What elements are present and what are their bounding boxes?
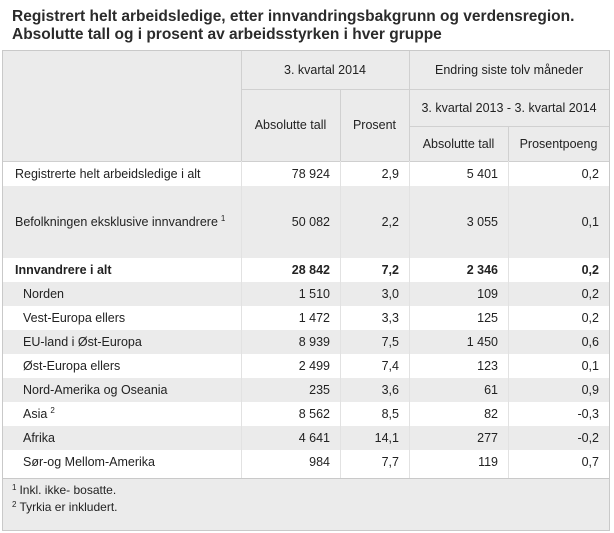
header-change-period: 3. kvartal 2013 - 3. kvartal 2014 — [421, 100, 597, 115]
row-pct: 7,2 — [381, 263, 399, 277]
row-abs: 8 939 — [298, 335, 330, 349]
row-label: Vest-Europa ellers — [23, 311, 126, 325]
row-abs: 78 924 — [291, 167, 330, 181]
row-label: Befolkningen eksklusive innvandrere 1 — [15, 213, 226, 229]
row-chg-abs: 123 — [477, 359, 498, 373]
table-row — [3, 258, 609, 282]
header-period: 3. kvartal 2014 — [284, 63, 366, 77]
row-chg-abs: 82 — [484, 407, 498, 421]
row-label: Afrika — [23, 431, 55, 445]
row-pct: 2,9 — [381, 167, 399, 181]
row-chg-abs: 109 — [477, 287, 498, 301]
title-line-2: Absolutte tall og i prosent av arbeidsstyrken i hver gruppe — [12, 26, 442, 43]
table-row — [3, 282, 609, 306]
row-abs: 984 — [309, 455, 330, 469]
table-title — [12, 8, 608, 44]
table-row — [3, 426, 609, 450]
row-label: EU-land i Øst-Europa — [23, 335, 142, 349]
row-chg-pp: 0,1 — [581, 215, 599, 229]
row-chg-abs: 125 — [477, 311, 498, 325]
row-chg-pp: 0,2 — [581, 263, 599, 277]
row-chg-pp: 0,7 — [581, 455, 599, 469]
row-pct: 14,1 — [374, 431, 399, 445]
row-abs: 28 842 — [291, 263, 330, 277]
table-row — [3, 306, 609, 330]
row-chg-abs: 61 — [484, 383, 498, 397]
row-pct: 3,6 — [381, 383, 399, 397]
row-pct: 7,7 — [381, 455, 399, 469]
spacer-row — [3, 186, 609, 210]
row-label: Øst-Europa ellers — [23, 359, 121, 373]
table-row — [3, 330, 609, 354]
row-chg-pp: 0,2 — [581, 311, 599, 325]
row-pct: 7,4 — [381, 359, 399, 373]
row-chg-pp: 0,2 — [581, 287, 599, 301]
header-abs: Absolutte tall — [254, 118, 327, 132]
row-label: Nord-Amerika og Oseania — [23, 383, 168, 397]
row-abs: 2 499 — [298, 359, 330, 373]
row-chg-abs: 119 — [478, 455, 498, 469]
row-chg-abs: 277 — [477, 431, 498, 445]
data-table — [2, 50, 610, 479]
row-pct: 3,3 — [381, 311, 399, 325]
row-label: Registrerte helt arbeidsledige i alt — [15, 167, 201, 181]
table-row — [3, 402, 609, 426]
footnotes — [2, 479, 610, 531]
row-pct: 3,0 — [381, 287, 399, 301]
row-abs: 1 472 — [298, 311, 330, 325]
table-row — [3, 162, 609, 186]
header-pct: Prosent — [352, 118, 397, 132]
row-abs: 50 082 — [291, 215, 330, 229]
table-row — [3, 378, 609, 402]
row-chg-pp: -0,3 — [577, 407, 599, 421]
row-chg-pp: 0,9 — [581, 383, 599, 397]
row-chg-pp: 0,2 — [581, 167, 599, 181]
row-label: Asia 2 — [23, 405, 55, 421]
header-change: Endring siste tolv måneder — [435, 63, 583, 77]
row-abs: 4 641 — [298, 431, 330, 445]
row-abs: 235 — [309, 383, 330, 397]
row-label: Norden — [23, 287, 64, 301]
row-chg-abs: 5 401 — [466, 167, 498, 181]
table-row — [3, 450, 609, 474]
table-row — [3, 354, 609, 378]
header-abs-change: Absolutte tall — [422, 136, 495, 151]
table-row — [3, 210, 609, 234]
row-pct: 7,5 — [381, 335, 399, 349]
row-pct: 8,5 — [381, 407, 399, 421]
row-chg-pp: 0,6 — [581, 335, 599, 349]
row-label: Sør-og Mellom-Amerika — [23, 455, 155, 469]
row-abs: 8 562 — [298, 407, 330, 421]
row-pct: 2,2 — [381, 215, 399, 229]
row-chg-abs: 2 346 — [466, 263, 498, 277]
row-chg-abs: 3 055 — [466, 215, 498, 229]
row-chg-abs: 1 450 — [466, 335, 498, 349]
row-abs: 1 510 — [298, 287, 330, 301]
spacer-row — [3, 234, 609, 258]
header-pp: Prosentpoeng — [519, 136, 598, 151]
row-chg-pp: -0,2 — [577, 431, 599, 445]
row-chg-pp: 0,1 — [581, 359, 599, 373]
footnote-2: $^2$ Tyrkia er inkludert. — [12, 500, 118, 514]
title-line-1: Registrert helt arbeidsledige, etter innvandringsbakgrunn og verdensregion. — [12, 8, 575, 25]
footnote-1: $^1$ Inkl. ikke- bosatte. — [12, 483, 117, 497]
row-label: Innvandrere i alt — [15, 263, 112, 277]
